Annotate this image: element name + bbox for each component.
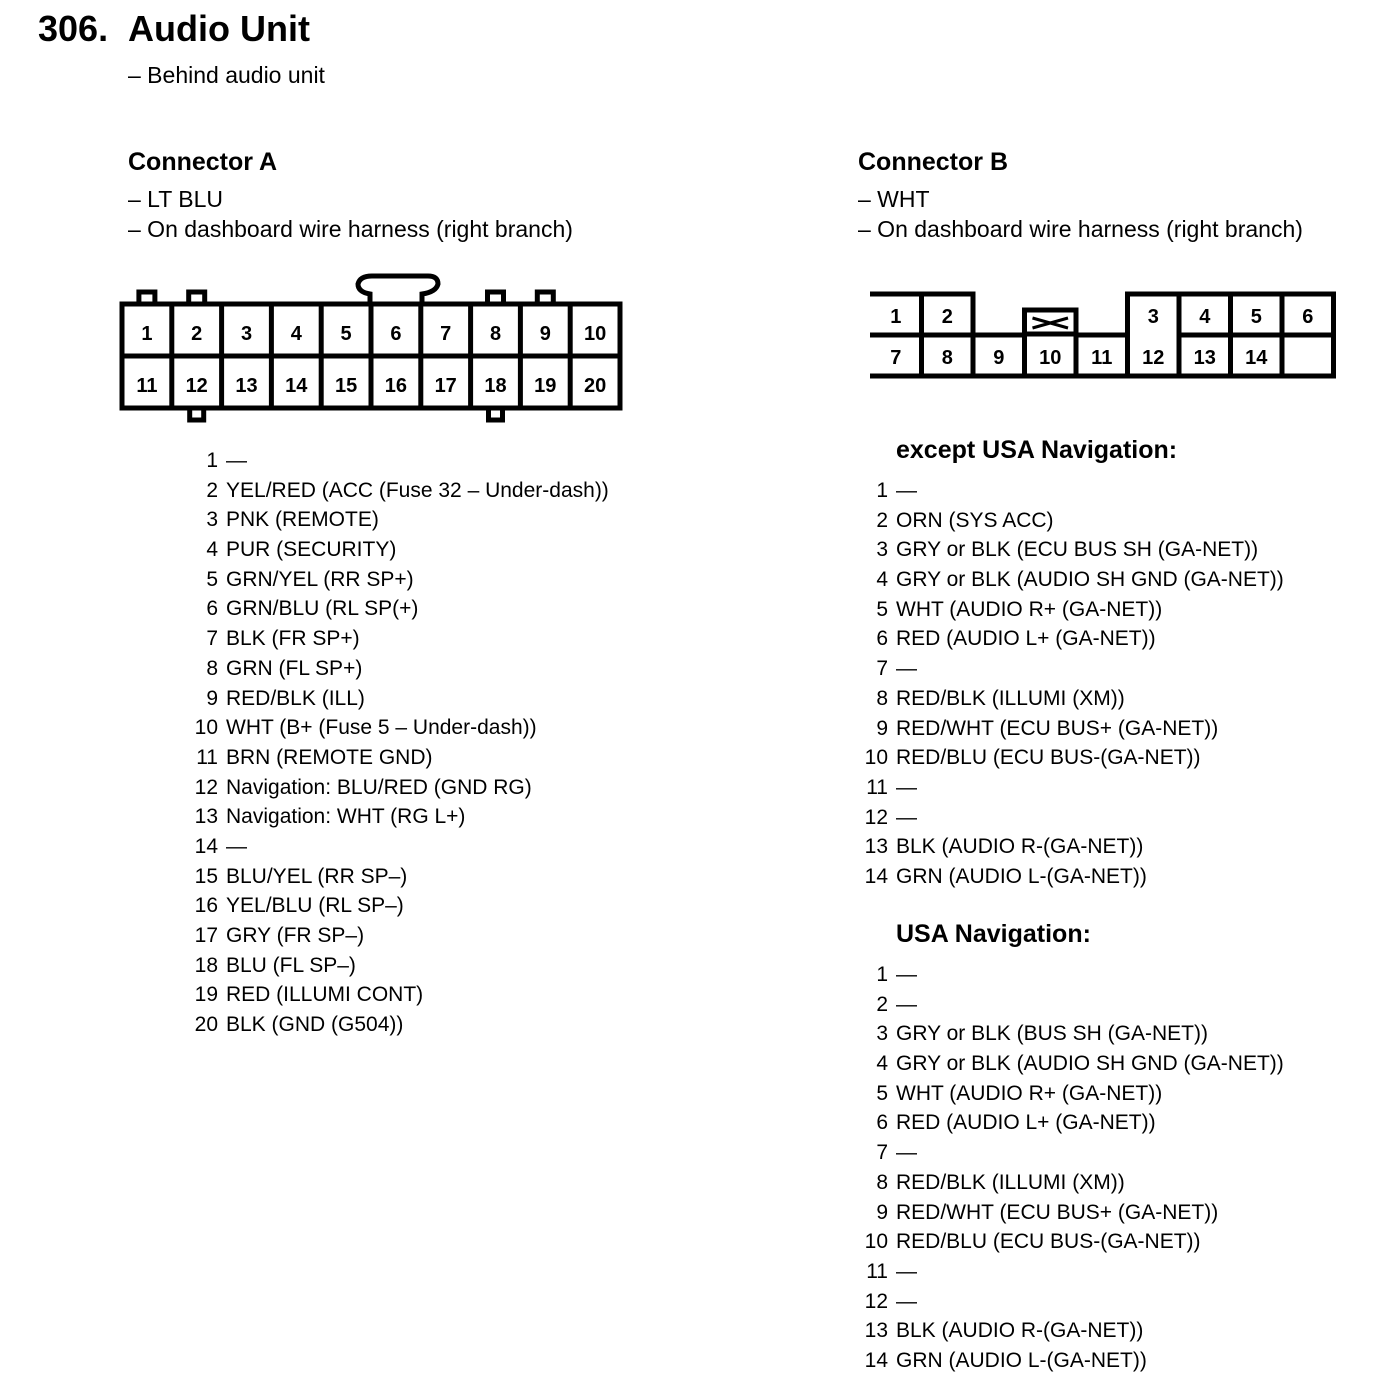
connector-a-cavity-9: 9 — [539, 323, 551, 345]
connector-b-cavity-1: 1 — [890, 306, 902, 328]
connector-b-harness: – On dashboard wire harness (right branch) — [858, 216, 1303, 242]
pin-description: WHT (AUDIO R+ (GA-NET)) — [896, 1081, 1163, 1105]
pin-description: GRY or BLK (BUS SH (GA-NET)) — [896, 1022, 1208, 1046]
pin-description: WHT (AUDIO R+ (GA-NET)) — [896, 597, 1163, 621]
connector-b-cavity-13: 13 — [1193, 347, 1216, 369]
connector-b-cavity-2: 2 — [941, 306, 953, 328]
connector-a-cavity-11: 11 — [136, 375, 158, 397]
connector-b-usa-nav-pin-6 — [860, 1108, 1360, 1138]
pin-description: BLU/YEL (RR SP–) — [226, 864, 408, 888]
pin-description: Navigation: WHT (RG L+) — [226, 805, 466, 829]
connector-b-except-usa-nav-pin-8 — [860, 684, 1360, 714]
connector-a-pin-9 — [190, 684, 690, 714]
connector-b-except-usa-nav-pin-5 — [860, 595, 1360, 625]
pin-number: 10 — [864, 746, 888, 770]
connector-a-cavity-16: 16 — [384, 375, 408, 397]
connector-a-pin-list — [190, 446, 690, 1040]
connector-a-pin-5 — [190, 565, 690, 595]
connector-b-cavity-9: 9 — [993, 347, 1005, 369]
connector-b-cavity-5: 5 — [1250, 306, 1262, 328]
pin-description: — — [226, 834, 247, 858]
pin-description: PNK (REMOTE) — [226, 508, 379, 532]
pin-number: 12 — [864, 805, 888, 829]
pin-description: RED/BLK (ILLUMI (XM)) — [896, 1170, 1125, 1194]
connector-b-except-usa-nav-pin-13 — [860, 832, 1360, 862]
connector-b-color: – WHT — [858, 186, 930, 212]
connector-b-except-usa-nav-pin-11 — [860, 773, 1360, 803]
pin-number: 8 — [206, 656, 218, 680]
pin-number: 8 — [876, 686, 888, 710]
connector-a-pin-7 — [190, 624, 690, 654]
connector-a-pin-14 — [190, 832, 690, 862]
connector-a-latch — [358, 276, 438, 304]
connector-b-except-usa-nav-pin-10 — [860, 743, 1360, 773]
connector-a-harness: – On dashboard wire harness (right branch) — [128, 216, 573, 242]
pin-description: YEL/BLU (RL SP–) — [226, 894, 404, 918]
unit-location: – Behind audio unit — [128, 62, 325, 88]
connector-b-usa-nav-pin-14 — [860, 1346, 1360, 1376]
connector-a-pin-16 — [190, 891, 690, 921]
pin-number: 19 — [194, 983, 218, 1007]
pin-number: 13 — [194, 805, 218, 829]
connector-a-cavity-14: 14 — [285, 375, 308, 397]
pin-description: RED (AUDIO L+ (GA-NET)) — [896, 627, 1156, 651]
pin-number: 4 — [876, 1052, 888, 1076]
page-number: 306. — [38, 8, 109, 49]
pin-description: BRN (REMOTE GND) — [226, 745, 433, 769]
pin-description: GRY or BLK (AUDIO SH GND (GA-NET)) — [896, 1052, 1284, 1076]
pin-number: 10 — [194, 716, 218, 740]
connector-b-usa-nav-pin-3 — [860, 1019, 1360, 1049]
pin-description: ORN (SYS ACC) — [896, 508, 1054, 532]
pin-description: Navigation: BLU/RED (GND RG) — [226, 775, 532, 799]
connector-a-cavity-5: 5 — [340, 323, 352, 345]
pin-description: WHT (B+ (Fuse 5 – Under-dash)) — [226, 716, 537, 740]
pin-number: 7 — [876, 657, 888, 681]
connector-a-pin-12 — [190, 773, 690, 803]
pin-description: GRN/YEL (RR SP+) — [226, 567, 414, 591]
pin-number: 9 — [876, 1200, 888, 1224]
pin-description: GRN (FL SP+) — [226, 656, 363, 680]
connector-a-pin-13 — [190, 802, 690, 832]
connector-b-cavity-3: 3 — [1147, 306, 1159, 328]
pin-description: PUR (SECURITY) — [226, 538, 397, 562]
pin-number: 15 — [194, 864, 218, 888]
pin-description: — — [896, 657, 917, 681]
connector-b-except-usa-nav-pin-9 — [860, 714, 1360, 744]
connector-b-usa-nav-pin-9 — [860, 1198, 1360, 1228]
connector-b-except-usa-nav-pin-4 — [860, 565, 1360, 595]
pin-number: 6 — [876, 627, 888, 651]
connector-a-heading: Connector A — [128, 148, 278, 176]
connector-a-pin-17 — [190, 921, 690, 951]
connector-a-pin-8 — [190, 654, 690, 684]
connector-a-cavity-10: 10 — [583, 323, 607, 345]
pin-number: 2 — [876, 508, 888, 532]
connector-a-cavity-6: 6 — [390, 323, 402, 345]
connector-a-pin-6 — [190, 594, 690, 624]
pin-description: RED/BLK (ILL) — [226, 686, 365, 710]
pin-description: RED/BLK (ILLUMI (XM)) — [896, 686, 1125, 710]
connector-b-cavity-4: 4 — [1199, 306, 1211, 328]
pin-description: RED/BLU (ECU BUS-(GA-NET)) — [896, 1230, 1201, 1254]
pin-number: 1 — [876, 963, 888, 986]
pin-number: 6 — [876, 1111, 888, 1135]
connector-b-usa-nav-pin-11 — [860, 1257, 1360, 1287]
connector-a-pin-4 — [190, 535, 690, 565]
pin-number: 4 — [876, 568, 888, 592]
pin-number: 2 — [876, 992, 888, 1016]
pin-description: RED/WHT (ECU BUS+ (GA-NET)) — [896, 1200, 1219, 1224]
pin-description: — — [896, 805, 917, 829]
pin-number: 12 — [864, 1289, 888, 1313]
pin-number: 14 — [864, 1348, 888, 1372]
pin-description: GRN (AUDIO L-(GA-NET)) — [896, 864, 1147, 888]
connector-b-usa-nav-pin-5 — [860, 1079, 1360, 1109]
connector-a-cavity-1: 1 — [141, 323, 153, 345]
connector-b-usa-nav-pin-12 — [860, 1287, 1360, 1317]
pin-description: RED (ILLUMI CONT) — [226, 983, 424, 1007]
pin-number: 1 — [876, 479, 888, 502]
connector-a-pin-15 — [190, 862, 690, 892]
connector-b-usa-nav-pin-10 — [860, 1227, 1360, 1257]
section-heading-usa-nav: USA Navigation: — [896, 920, 1091, 948]
pin-number: 7 — [206, 627, 218, 651]
pin-number: 5 — [876, 597, 888, 621]
pin-number: 1 — [206, 449, 218, 472]
pin-description: GRY or BLK (ECU BUS SH (GA-NET)) — [896, 538, 1259, 562]
connector-a-cavity-20: 20 — [583, 375, 607, 397]
pin-number: 5 — [206, 567, 218, 591]
connector-b-except-usa-nav-pin-7 — [860, 654, 1360, 684]
pin-number: 5 — [876, 1081, 888, 1105]
pin-description: RED (AUDIO L+ (GA-NET)) — [896, 1111, 1156, 1135]
connector-a-pin-1 — [190, 446, 690, 476]
connector-b-usa-nav-pin-2 — [860, 990, 1360, 1020]
connector-b-cavity-8: 8 — [941, 347, 953, 369]
pin-number: 16 — [194, 894, 218, 918]
connector-a-cavity-8: 8 — [489, 323, 502, 345]
connector-a-cavity-15: 15 — [334, 375, 358, 397]
connector-a-cavity-18: 18 — [484, 375, 507, 397]
connector-b-pin-list-except-usa-nav — [860, 476, 1360, 892]
pin-description: RED/WHT (ECU BUS+ (GA-NET)) — [896, 716, 1219, 740]
pin-description: — — [226, 449, 247, 472]
pin-description: GRY or BLK (AUDIO SH GND (GA-NET)) — [896, 568, 1284, 592]
connector-a-pin-10 — [190, 713, 690, 743]
pin-description: BLK (AUDIO R-(GA-NET)) — [896, 835, 1144, 859]
connector-b-cavity-6: 6 — [1302, 306, 1314, 328]
pin-number: 13 — [864, 1319, 888, 1343]
pin-description: BLK (AUDIO R-(GA-NET)) — [896, 1319, 1144, 1343]
connector-b-usa-nav-pin-7 — [860, 1138, 1360, 1168]
connector-b-except-usa-nav-pin-6 — [860, 624, 1360, 654]
connector-b-usa-nav-pin-1 — [860, 960, 1360, 990]
pin-number: 7 — [876, 1141, 888, 1165]
pin-description: BLK (GND (G504)) — [226, 1013, 404, 1037]
pin-number: 10 — [864, 1230, 888, 1254]
pin-description: — — [896, 775, 917, 799]
pin-description: GRY (FR SP–) — [226, 924, 365, 947]
connector-a-cavity-13: 13 — [235, 375, 258, 397]
pin-number: 13 — [864, 835, 888, 859]
pin-description: — — [896, 479, 917, 502]
pin-description: RED/BLU (ECU BUS-(GA-NET)) — [896, 746, 1201, 770]
pin-number: 3 — [206, 508, 218, 532]
connector-a-color: – LT BLU — [128, 186, 224, 212]
connector-b-diagram — [860, 285, 1350, 385]
pin-number: 11 — [196, 745, 218, 769]
pin-description: — — [896, 1259, 917, 1283]
connector-b-cavity-11: 11 — [1091, 347, 1113, 369]
connector-a-cavity-12: 12 — [185, 375, 208, 397]
pin-number: 14 — [194, 834, 218, 858]
pin-description: — — [896, 963, 917, 986]
pin-number: 17 — [194, 924, 218, 947]
connector-b-cavity-7: 7 — [890, 347, 902, 369]
pin-description: — — [896, 1141, 917, 1165]
pin-description: BLK (FR SP+) — [226, 627, 360, 651]
pin-number: 9 — [206, 686, 218, 710]
connector-b-usa-nav-pin-8 — [860, 1168, 1360, 1198]
connector-b-except-usa-nav-pin-12 — [860, 803, 1360, 833]
section-heading-except-usa-nav: except USA Navigation: — [896, 436, 1178, 464]
connector-a-pin-2 — [190, 476, 690, 506]
connector-a-cavity-19: 19 — [534, 375, 557, 397]
pin-number: 14 — [864, 864, 888, 888]
pin-number: 11 — [866, 1259, 888, 1283]
pin-number: 6 — [206, 597, 218, 621]
connector-b-usa-nav-pin-4 — [860, 1049, 1360, 1079]
connector-a-pin-18 — [190, 951, 690, 981]
pin-number: 18 — [194, 953, 218, 977]
pin-number: 3 — [876, 538, 888, 562]
pin-description: GRN/BLU (RL SP(+) — [226, 597, 419, 621]
pin-description: BLU (FL SP–) — [226, 953, 356, 977]
connector-a-cavity-7: 7 — [440, 323, 452, 345]
page-title: Audio Unit — [128, 8, 310, 49]
connector-b-except-usa-nav-pin-14 — [860, 862, 1360, 892]
connector-b-heading: Connector B — [858, 148, 1008, 176]
pin-number: 11 — [866, 775, 888, 799]
connector-a-cavity-3: 3 — [240, 323, 253, 345]
pin-description: — — [896, 992, 917, 1016]
connector-a-cavity-4: 4 — [290, 323, 302, 345]
connector-a-cavity-2: 2 — [191, 323, 203, 345]
connector-b-cavity-12: 12 — [1142, 347, 1165, 369]
connector-b-usa-nav-pin-13 — [860, 1316, 1360, 1346]
connector-a-pin-19 — [190, 980, 690, 1010]
connector-a-diagram — [110, 270, 640, 430]
pin-number: 9 — [876, 716, 888, 740]
connector-b-except-usa-nav-pin-2 — [860, 506, 1360, 536]
connector-b-cavity-14: 14 — [1245, 347, 1268, 369]
pin-number: 4 — [206, 538, 218, 562]
pin-number: 2 — [206, 478, 218, 502]
connector-b-except-usa-nav-pin-3 — [860, 535, 1360, 565]
connector-b-pin-list-usa-nav — [860, 960, 1360, 1376]
connector-a-pin-20 — [190, 1010, 690, 1040]
connector-b-cavity-10: 10 — [1039, 347, 1062, 369]
pin-number: 3 — [876, 1022, 888, 1046]
pin-description: YEL/RED (ACC (Fuse 32 – Under-dash)) — [226, 478, 609, 502]
pin-number: 20 — [194, 1013, 218, 1037]
pin-description: GRN (AUDIO L-(GA-NET)) — [896, 1348, 1147, 1372]
connector-a-cavity-17: 17 — [434, 375, 457, 397]
pin-number: 8 — [876, 1170, 888, 1194]
connector-a-pin-3 — [190, 505, 690, 535]
pin-number: 12 — [194, 775, 218, 799]
pin-description: — — [896, 1289, 917, 1313]
connector-b-except-usa-nav-pin-1 — [860, 476, 1360, 506]
connector-a-pin-11 — [190, 743, 690, 773]
